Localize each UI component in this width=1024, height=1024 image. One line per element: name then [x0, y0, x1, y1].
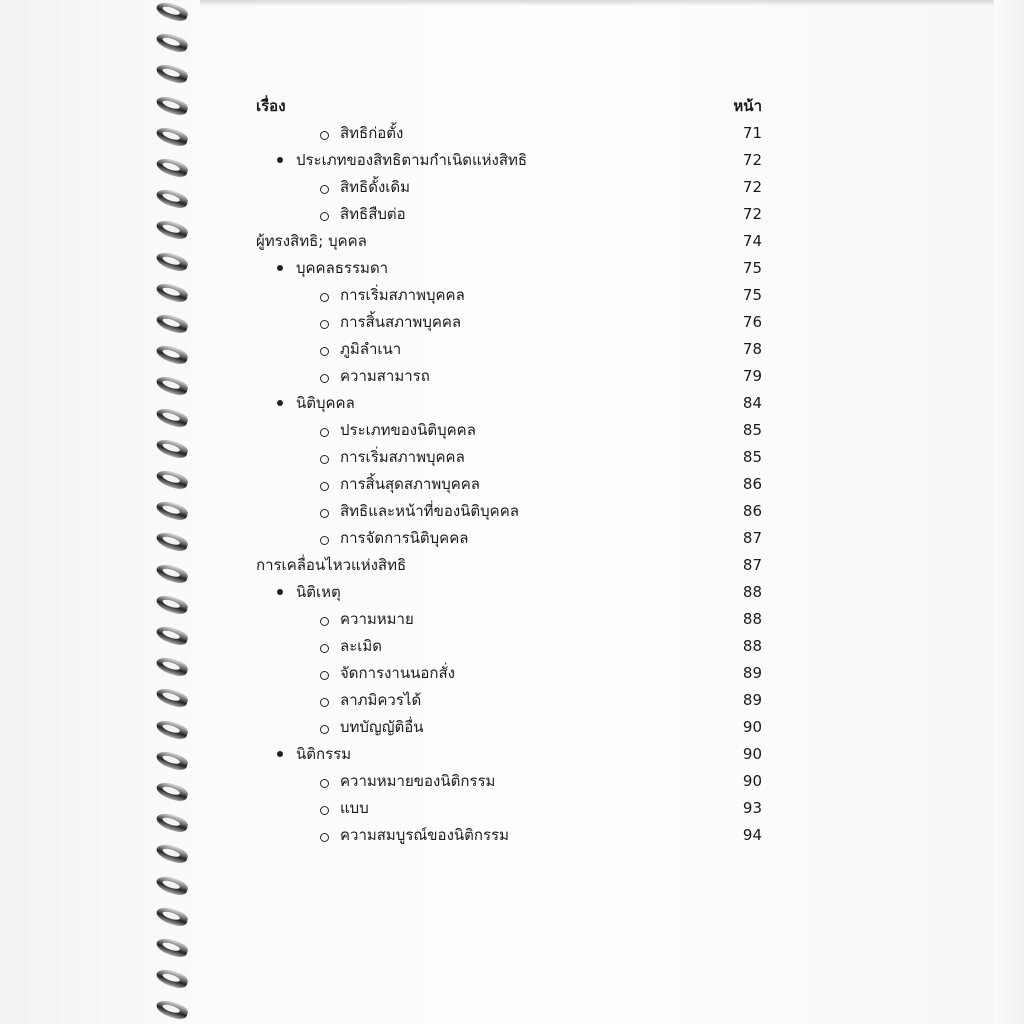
toc-entry [256, 660, 762, 686]
toc-entry [256, 471, 762, 497]
toc-entry-title: ความหมาย [340, 610, 414, 628]
toc-entry-page: 94 [742, 826, 762, 844]
toc-entry-page: 79 [742, 367, 762, 385]
toc-entry-title: การเคลื่อนไหวแห่งสิทธิ [256, 556, 407, 574]
hollow-bullet-icon [320, 806, 329, 815]
toc-entry-page: 89 [742, 691, 762, 709]
toc-entry [256, 552, 762, 578]
hollow-bullet-icon [320, 536, 329, 545]
toc-header [256, 93, 762, 119]
header-title-label: เรื่อง [256, 97, 286, 115]
toc-entry-page: 88 [742, 583, 762, 601]
toc-entry [256, 795, 762, 821]
toc-entry-title: สิทธิและหน้าที่ของนิติบุคคล [340, 502, 519, 520]
header-page-label: หน้า [733, 97, 762, 115]
toc-entry-title: จัดการงานนอกสั่ง [340, 664, 455, 682]
toc-entry-title: สิทธิสืบต่อ [340, 205, 406, 223]
toc-entry [256, 687, 762, 713]
filled-bullet-icon [277, 157, 283, 163]
toc-entry-page: 75 [742, 259, 762, 277]
hollow-bullet-icon [320, 509, 329, 518]
toc-entry-page: 87 [742, 556, 762, 574]
toc-entry-page: 85 [742, 448, 762, 466]
toc-entry [256, 390, 762, 416]
toc-entry [256, 714, 762, 740]
toc-entry [256, 282, 762, 308]
toc-entry-page: 87 [742, 529, 762, 547]
hollow-bullet-icon [320, 671, 329, 680]
toc-entry-title: บทบัญญัติอื่น [340, 718, 424, 736]
toc-entry-title: การสิ้นสภาพบุคคล [340, 313, 462, 331]
toc-entry-title: ความหมายของนิติกรรม [340, 772, 496, 790]
hollow-bullet-icon [320, 698, 329, 707]
hollow-bullet-icon [320, 320, 329, 329]
toc-entry-title: ความสามารถ [340, 367, 430, 385]
toc-entry-title: แบบ [340, 799, 369, 817]
filled-bullet-icon [277, 265, 283, 271]
toc-entry-title: นิติกรรม [296, 745, 352, 763]
toc-entry [256, 174, 762, 200]
toc-entry [256, 633, 762, 659]
toc-entry [256, 525, 762, 551]
filled-bullet-icon [277, 589, 283, 595]
hollow-bullet-icon [320, 374, 329, 383]
toc-entry [256, 309, 762, 335]
toc-entry-page: 93 [742, 799, 762, 817]
toc-entry-title: การเริ่มสภาพบุคคล [340, 448, 465, 466]
toc-entry-page: 75 [742, 286, 762, 304]
toc-entry-page: 90 [742, 718, 762, 736]
toc-entry-title: ประเภทของสิทธิตามกำเนิดแห่งสิทธิ [296, 151, 528, 169]
hollow-bullet-icon [320, 428, 329, 437]
toc-entry [256, 741, 762, 767]
toc-entry-title: นิติบุคคล [296, 394, 355, 412]
toc-entry [256, 606, 762, 632]
hollow-bullet-icon [320, 185, 329, 194]
toc-entry-page: 71 [742, 124, 762, 142]
toc-entry-page: 72 [742, 205, 762, 223]
toc-entry [256, 228, 762, 254]
toc-entry-title: การสิ้นสุดสภาพบุคคล [340, 475, 481, 493]
toc-entry-page: 72 [742, 178, 762, 196]
hollow-bullet-icon [320, 212, 329, 221]
toc-entry-page: 90 [742, 745, 762, 763]
toc-entry-title: ประเภทของนิติบุคคล [340, 421, 476, 439]
toc-entry-page: 78 [742, 340, 762, 358]
hollow-bullet-icon [320, 644, 329, 653]
toc-entry-title: การจัดการนิติบุคคล [340, 529, 469, 547]
toc-entry-page: 88 [742, 637, 762, 655]
toc-entry-page: 72 [742, 151, 762, 169]
toc-entry-title: ละเมิด [340, 637, 383, 655]
toc-entry-page: 88 [742, 610, 762, 628]
toc-entry-title: ความสมบูรณ์ของนิติกรรม [340, 826, 509, 844]
toc-entry [256, 363, 762, 389]
filled-bullet-icon [277, 400, 283, 406]
toc-entry [256, 120, 762, 146]
toc-entry [256, 336, 762, 362]
toc-entry [256, 822, 762, 848]
hollow-bullet-icon [320, 833, 329, 842]
toc-entry-page: 86 [742, 502, 762, 520]
filled-bullet-icon [277, 751, 283, 757]
toc-entry [256, 498, 762, 524]
toc-entry-title: ผู้ทรงสิทธิ; บุคคล [256, 232, 367, 250]
toc-entry-title: นิติเหตุ [296, 583, 341, 601]
toc-entry-title: สิทธิดั้งเดิม [340, 178, 411, 196]
toc-entry-page: 85 [742, 421, 762, 439]
hollow-bullet-icon [320, 347, 329, 356]
toc-entry-title: ภูมิลำเนา [340, 340, 402, 358]
toc-entry-page: 90 [742, 772, 762, 790]
hollow-bullet-icon [320, 455, 329, 464]
toc-entry [256, 147, 762, 173]
hollow-bullet-icon [320, 725, 329, 734]
hollow-bullet-icon [320, 482, 329, 491]
toc-entry-title: ลาภมิควรได้ [340, 691, 422, 709]
toc-entry [256, 768, 762, 794]
toc-entry-page: 86 [742, 475, 762, 493]
toc-entry [256, 417, 762, 443]
hollow-bullet-icon [320, 131, 329, 140]
toc-entry-page: 84 [742, 394, 762, 412]
toc-entry [256, 255, 762, 281]
toc-entry [256, 201, 762, 227]
toc-entry-page: 76 [742, 313, 762, 331]
toc-entry-page: 74 [742, 232, 762, 250]
hollow-bullet-icon [320, 779, 329, 788]
toc-entry [256, 444, 762, 470]
toc-entry-page: 89 [742, 664, 762, 682]
hollow-bullet-icon [320, 617, 329, 626]
toc-entry-title: สิทธิก่อตั้ง [340, 124, 404, 142]
toc-entry-title: บุคคลธรรมดา [296, 259, 389, 277]
hollow-bullet-icon [320, 293, 329, 302]
toc-entry [256, 579, 762, 605]
toc-entry-title: การเริ่มสภาพบุคคล [340, 286, 465, 304]
